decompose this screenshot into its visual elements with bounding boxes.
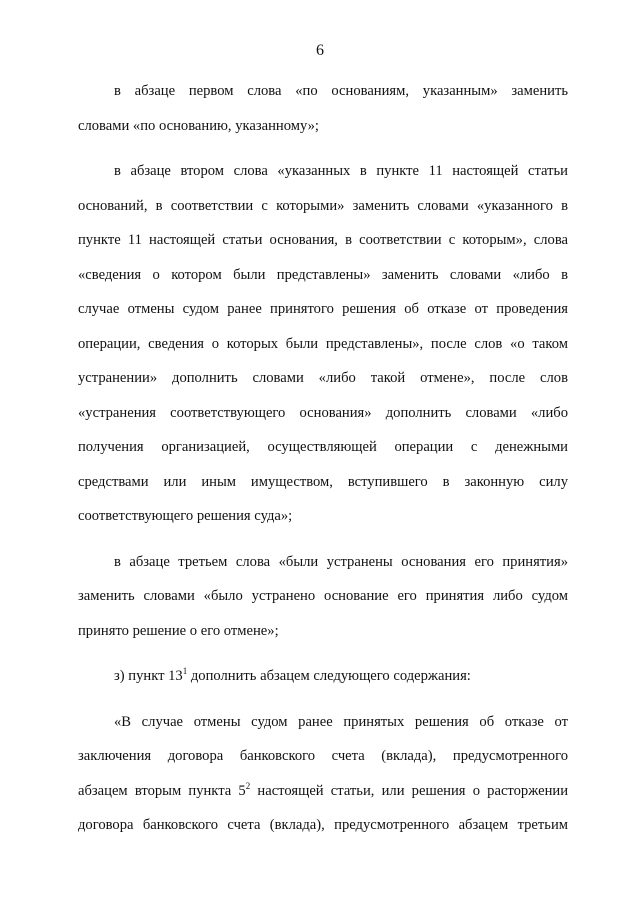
paragraph-2-line-2: оснований, в соответствии с которыми» заменить словами «указанного в	[78, 197, 568, 214]
paragraph-2-line-8: «устранения соответствующего основания» дополнить словами «либо	[78, 404, 568, 421]
paragraph-2-line-10: средствами или иным имуществом, вступившего в законную силу	[78, 473, 568, 490]
paragraph-5-superscript: 2	[245, 780, 251, 791]
paragraph-2-line-1: в абзаце втором слова «указанных в пункте 11 настоящей статьи	[114, 163, 568, 179]
document-body	[78, 74, 568, 843]
paragraph-5-line-3-after: настоящей статьи, или решения о расторжении	[250, 782, 568, 799]
paragraph-2-line-9: получения организацией, осуществляющей операции с денежными	[78, 439, 568, 455]
paragraph-2-line-4: «сведения о котором были представлены» заменить словами «либо в	[78, 266, 568, 283]
paragraph-1-line-2: словами «по основанию, указанному»;	[78, 117, 319, 134]
paragraph-5-line-3	[78, 774, 568, 809]
paragraph-5-line-4: договора банковского счета (вклада), предусмотренного абзацем третьим	[78, 817, 568, 833]
paragraph-1-line-1: в абзаце первом слова «по основаниям, указанным» заменить	[114, 83, 568, 99]
paragraph-3-line-3: принято решение о его отмене»;	[78, 622, 279, 639]
paragraph-5-line-3-before: абзацем вторым пункта 5	[78, 782, 246, 799]
paragraph-2-line-3: пункте 11 настоящей статьи основания, в соответствии с которым», слова	[78, 232, 568, 248]
paragraph-3-line-1: в абзаце третьем слова «были устранены основания его принятия»	[114, 553, 568, 570]
item-z-text-before: з) пункт 13	[114, 668, 183, 684]
paragraph-2-line-7: устранении» дополнить словами «либо такой отмене», после слов	[78, 370, 568, 386]
paragraph-5-line-2: заключения договора банковского счета (вклада), предусмотренного	[78, 748, 568, 764]
item-z-line	[78, 659, 568, 694]
item-z-superscript: 1	[182, 666, 188, 676]
paragraph-5-line-1: «В случае отмены судом ранее принятых решения об отказе от	[114, 713, 568, 730]
paragraph-2-line-5: случае отмены судом ранее принятого решения об отказе от проведения	[78, 301, 568, 317]
paragraph-2-line-11: соответствующего решения суда»;	[78, 508, 293, 524]
page-number: 6	[316, 42, 324, 59]
paragraph-2-line-6: операции, сведения о которых были представлены», после слов «о таком	[78, 335, 568, 352]
paragraph-3-line-2: заменить словами «было устранено основание его принятия либо судом	[78, 588, 568, 604]
item-z-text-after: дополнить абзацем следующего содержания:	[187, 668, 471, 684]
